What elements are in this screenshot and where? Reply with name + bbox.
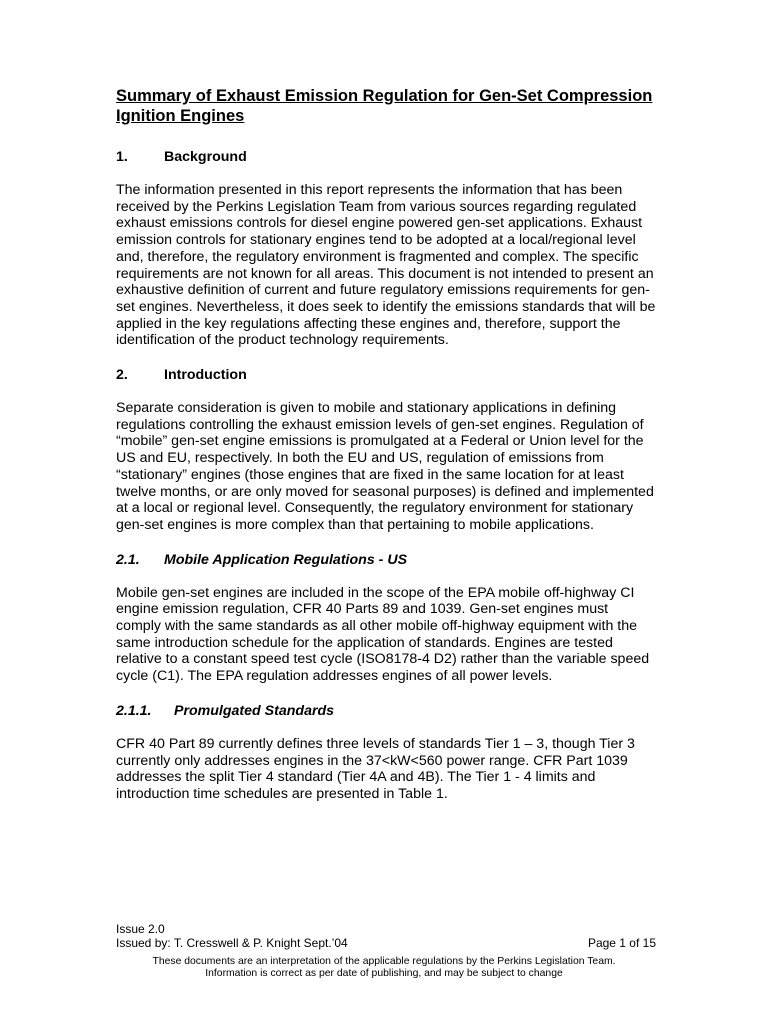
footer-page-number: Page 1 of 15	[587, 936, 656, 950]
section-number: 2.	[116, 367, 128, 384]
section-heading-introduction	[116, 366, 656, 384]
section-heading-mobile-us	[116, 551, 656, 569]
section-number: 1.	[116, 149, 128, 165]
footer-disclaimer	[100, 956, 668, 980]
document-title: Summary of Exhaust Emission Regulation for Gen-Set Compression Ignition Engines	[116, 87, 653, 125]
section-title: Background	[164, 149, 247, 165]
section-title: Promulgated Standards	[174, 702, 335, 719]
section-heading-promulgated-standards	[116, 702, 656, 720]
footer-issued-by: Issued by: T. Cresswell & P. Knight Sept.’04	[116, 936, 348, 950]
footer-issue: Issue 2.0	[116, 922, 165, 936]
disclaimer-line-2: Information is correct as per date of publishing, and may be subject to change	[205, 968, 563, 979]
page-footer	[116, 922, 656, 950]
section-body-promulgated-standards: CFR 40 Part 89 currently defines three levels of standards Tier 1 – 3, though Tier 3 currently only addresses engines in the 37<kW<560 power range. CFR Part 1039 addresses the split Tier 4 standard (Tier 4A and 4B). The Tier 1 - 4 limits and introduction time schedules are presented in Table 1.	[116, 735, 635, 802]
disclaimer-line-1: These documents are an interpretation of the applicable regulations by the Perkins Legislation Team.	[152, 956, 616, 967]
section-heading-background	[116, 148, 656, 166]
section-title: Introduction	[164, 367, 247, 384]
document-content	[116, 86, 656, 820]
section-title: Mobile Application Regulations - US	[164, 551, 408, 568]
section-number: 2.1.	[116, 551, 140, 568]
footer-row	[116, 936, 656, 950]
section-body-mobile-us: Mobile gen-set engines are included in the scope of the EPA mobile off-highway CI engine emission regulation, CFR 40 Parts 89 and 1039. Gen-set engines must comply with the same standards as all other mobile off-highway equipment with the same introduction schedule for the application of standards. Engines are tested relative to a constant speed test cycle (ISO8178-4 D2) rather than the variable speed cycle (C1). The EPA regulation addresses engines of all power levels.	[116, 584, 650, 685]
section-body-background: The information presented in this report represents the information that has been received by the Perkins Legislation Team from various sources regarding regulated exhaust emissions controls for diesel engine powered gen-set applications. Exhaust emission controls for stationary engines tend to be adopted at a local/regional level and, therefore, the regulatory environment is fragmented and complex. The specific requirements are not known for all areas. This document is not intended to present an exhaustive definition of current and future regulatory emissions requirements for gen-set engines. Nevertheless, it does seek to identify the emissions standards that will be applied in the key regulations affecting these engines and, therefore, support the identification of the product technology requirements.	[116, 182, 656, 349]
section-body-introduction: Separate consideration is given to mobile and stationary applications in defining regulations controlling the exhaust emission levels of gen-set engines. Regulation of “mobile” gen-set engine emissions is promulgated at a Federal or Union level for the US and EU, respectively. In both the EU and US, regulation of emissions from “stationary” engines (those engines that are fixed in the same location for at least twelve months, or are only moved for seasonal purposes) is defined and implemented at a local or regional level. Consequently, the regulatory environment for stationary gen-set engines is more complex than that pertaining to mobile applications.	[116, 400, 654, 533]
section-number: 2.1.1.	[116, 702, 152, 719]
